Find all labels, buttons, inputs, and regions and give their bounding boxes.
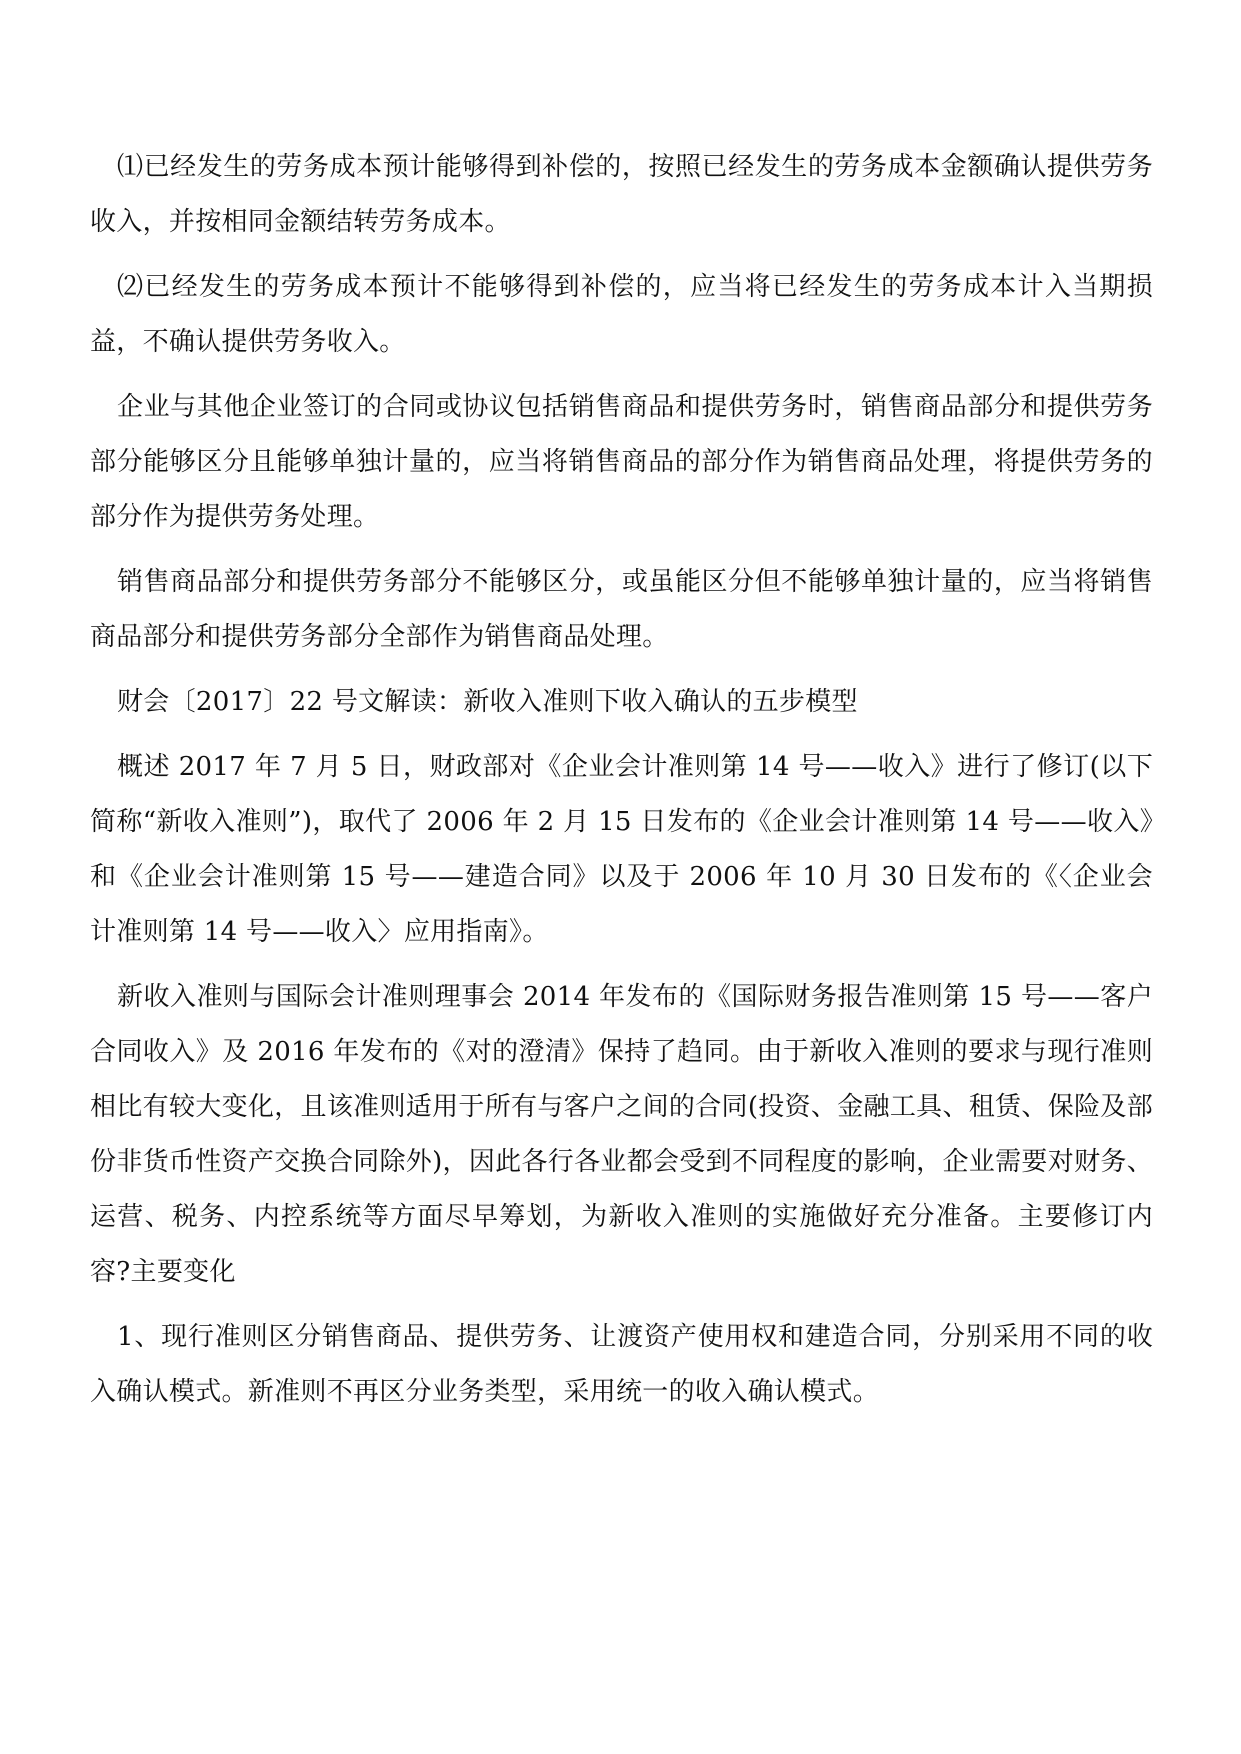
paragraph-mixed-contract-separable: 企业与其他企业签订的合同或协议包括销售商品和提供劳务时，销售商品部分和提供劳务部分能够区分且能够单独计量的，应当将销售商品的部分作为销售商品处理，将提供劳务的部分作为提供劳务处理。 [90,392,1153,532]
paragraph-service-cost-not-compensable: ⑵已经发生的劳务成本预计不能够得到补偿的，应当将已经发生的劳务成本计入当期损益，不确认提供劳务收入。 [90,272,1153,357]
paragraph-convergence: 新收入准则与国际会计准则理事会 2014 年发布的《国际财务报告准则第 15 号——客户合同收入》及 2016 年发布的《对的澄清》保持了趋同。由于新收入准则的要求与现行准则相比有较大变化，且该准则适用于所有与客户之间的合同(投资、金融工具、租赁、保险及部份非货币性资产交换合同除外)，因此各行各业都会受到不同程度的影响，企业需要对财务、运营、税务、内控系统等方面尽早筹划，为新收入准则的实施做好充分准备。主要修订内容?主要变化 [90,982,1153,1287]
document-body [90,140,1153,1430]
section-heading-five-step-model: 财会〔2017〕22 号文解读：新收入准则下收入确认的五步模型 [117,687,858,717]
paragraph-mixed-contract-inseparable: 销售商品部分和提供劳务部分不能够区分，或虽能区分但不能够单独计量的，应当将销售商品部分和提供劳务部分全部作为销售商品处理。 [90,567,1153,652]
paragraph-service-cost-compensable: ⑴已经发生的劳务成本预计能够得到补偿的，按照已经发生的劳务成本金额确认提供劳务收入，并按相同金额结转劳务成本。 [90,152,1153,237]
paragraph-change-1: 1、现行准则区分销售商品、提供劳务、让渡资产使用权和建造合同，分别采用不同的收入确认模式。新准则不再区分业务类型，采用统一的收入确认模式。 [90,1322,1153,1407]
paragraph-overview: 概述 2017 年 7 月 5 日，财政部对《企业会计准则第 14 号——收入》进行了修订(以下简称“新收入准则”)，取代了 2006 年 2 月 15 日发布的《企业会计准则第 14 号——收入》和《企业会计准则第 15 号——建造合同》以及于 2006 年 10 月 30 日发布的《〈企业会计准则第 14 号——收入〉应用指南》。 [90,752,1153,947]
